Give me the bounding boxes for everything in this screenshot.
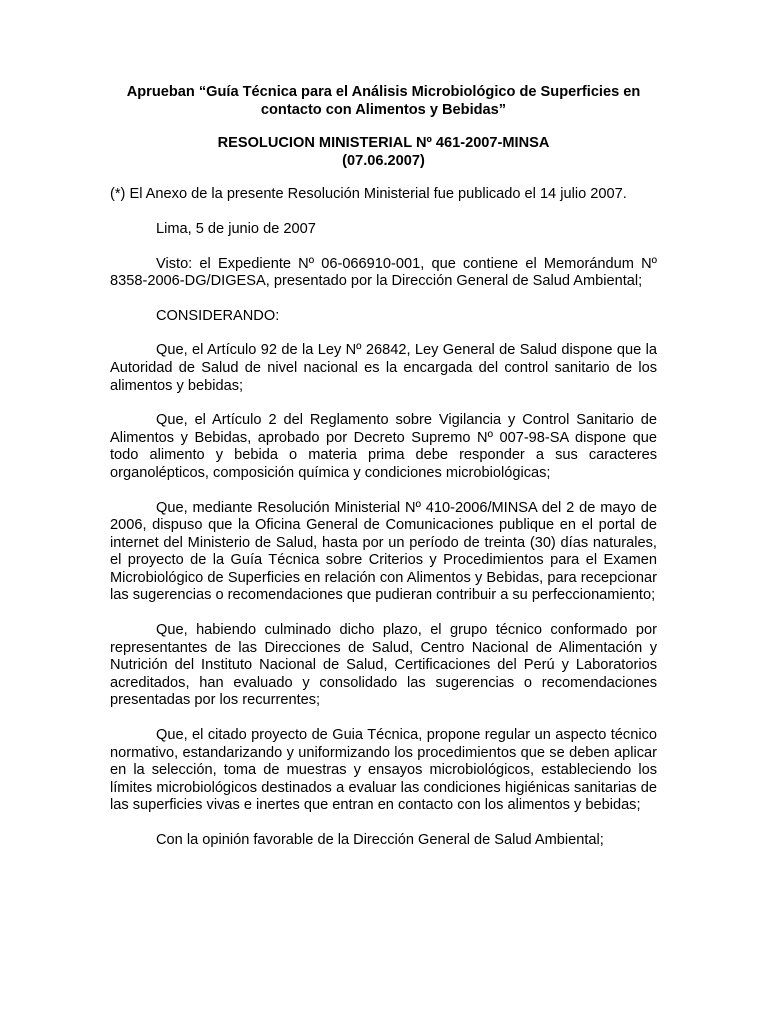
document-title: Aprueban “Guía Técnica para el Análisis Microbiológico de Superficies en contacto con Alimentos y Bebidas” <box>126 84 641 118</box>
visto-paragraph: Visto: el Expediente Nº 06-066910-001, que contiene el Memorándum Nº 8358-2006-DG/DIGESA, presentado por la Dirección General de Salud Ambiental; <box>110 255 657 290</box>
paragraph-resolucion-410: Que, mediante Resolución Ministerial Nº 410-2006/MINSA del 2 de mayo de 2006, dispuso que la Oficina General de Comunicaciones publique en el portal de internet del Ministerio de Salud, hasta por un período de treinta (30) días naturales, el proyecto de la Guía Técnica sobre Criterios y Procedimientos para el Examen Microbiológico de Superficies en relación con Alimentos y Bebidas, para recepcionar las sugerencias o recomendaciones que pudieran contribuir a su perfeccionamiento; <box>110 499 657 604</box>
paragraph-opinion-favorable: Con la opinión favorable de la Dirección General de Salud Ambiental; <box>156 832 604 848</box>
annex-note: (*) El Anexo de la presente Resolución Ministerial fue publicado el 14 julio 2007. <box>110 186 627 203</box>
paragraph-proyecto-guia: Que, el citado proyecto de Guia Técnica, propone regular un aspecto técnico normativo, estandarizando y uniformizando los procedimientos que se deben aplicar en la selección, toma de muestras y ensayos microbiológicos, estableciendo los límites microbiológicos destinados a evaluar las condiciones higiénicas sanitarias de las superficies vivas e inertes que entran en contacto con los alimentos y bebidas; <box>110 727 657 814</box>
resolution-header <box>110 135 657 170</box>
place-date: Lima, 5 de junio de 2007 <box>156 220 316 237</box>
resolution-date: (07.06.2007) <box>342 152 425 169</box>
resolution-number: RESOLUCION MINISTERIAL Nº 461-2007-MINSA <box>217 135 550 152</box>
paragraph-reglamento-vigilancia: Que, el Artículo 2 del Reglamento sobre Vigilancia y Control Sanitario de Alimentos y Bebidas, aprobado por Decreto Supremo Nº 007-98-SA dispone que todo alimento y bebida o materia prima debe responder a sus caracteres organolépticos, composición química y condiciones microbiológicas; <box>110 412 657 481</box>
document-body <box>110 84 657 867</box>
paragraph-grupo-tecnico: Que, habiendo culminado dicho plazo, el grupo técnico conformado por representantes de las Direcciones de Salud, Centro Nacional de Alimentación y Nutrición del Instituto Nacional de Salud, Certificaciones del Perú y Laboratorios acreditados, han evaluado y consolidado las sugerencias o recomendaciones presentadas por los recurrentes; <box>110 622 657 709</box>
considerando-heading: CONSIDERANDO: <box>156 307 280 324</box>
paragraph-ley-general-salud: Que, el Artículo 92 de la Ley Nº 26842, Ley General de Salud dispone que la Autoridad de Salud de nivel nacional es la encargada del control sanitario de los alimentos y bebidas; <box>110 342 657 394</box>
